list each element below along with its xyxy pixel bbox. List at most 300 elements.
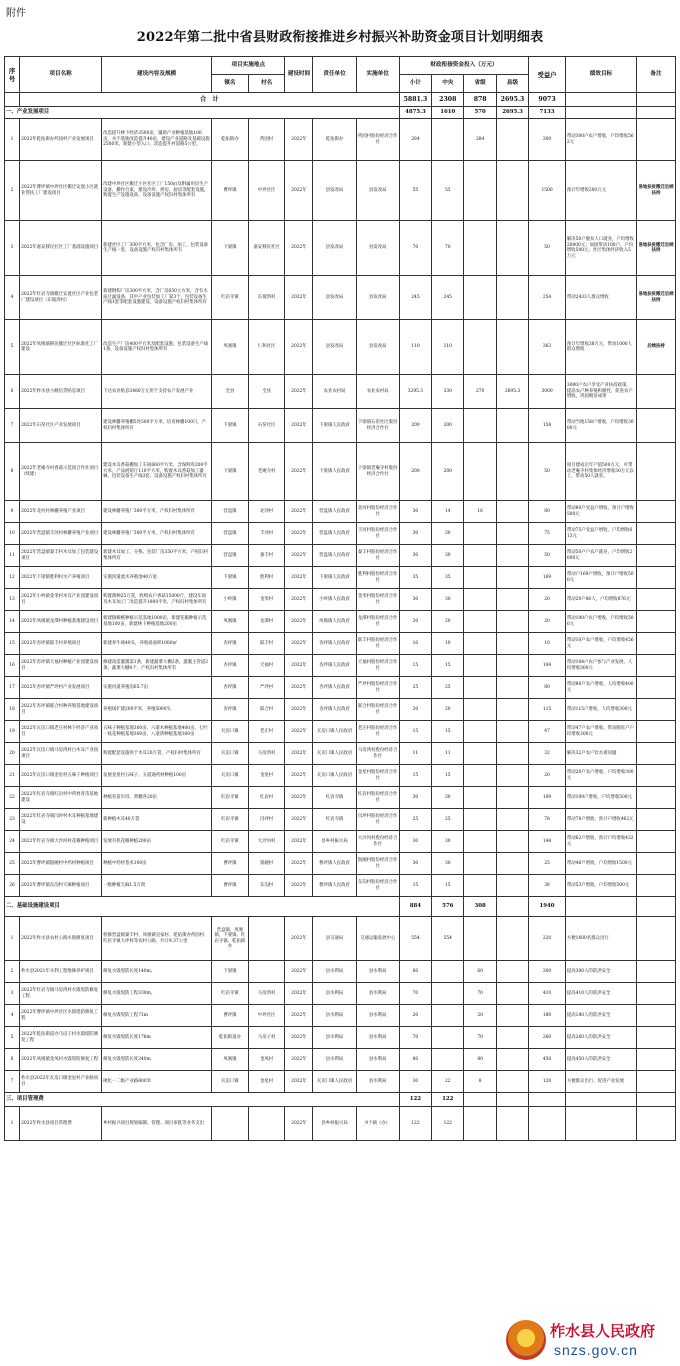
row-resp-unit: 县交通局 <box>313 917 356 961</box>
row-project-name: 2022年曹坪镇中坪社区搬迁安置小区就业帮扶工厂建设项目 <box>20 161 102 221</box>
table-row <box>5 545 676 567</box>
row-subtotal: 80 <box>399 1049 431 1071</box>
row-goal <box>565 1107 636 1141</box>
row-beneficiaries: 410 <box>529 983 566 1005</box>
page-title: 2022年第二批中省县财政衔接推进乡村振兴补助资金项目计划明细表 <box>136 30 544 45</box>
row-province <box>464 1107 496 1141</box>
table-row <box>5 721 676 743</box>
row-goal: 带动10户农户增收，户均增收456元 <box>565 633 636 655</box>
row-central <box>432 119 464 161</box>
row-county <box>496 589 528 611</box>
header-location: 项目实施地点 <box>212 57 285 75</box>
row-seq: 5 <box>5 320 20 375</box>
row-village: 联合村 <box>248 699 285 721</box>
table-row <box>5 501 676 523</box>
row-impl-unit: 秦丰村股份经济合作社 <box>356 545 399 567</box>
row-resp-unit: 县发改局 <box>313 161 356 221</box>
row-goal: 带动50户户农户就业，户均增收2000元 <box>565 545 636 567</box>
header-seq: 序号 <box>5 57 20 93</box>
row-seq: 15 <box>5 633 20 655</box>
row-project-name: 2022年下梁镇胜利村水产养殖项目 <box>20 567 102 589</box>
row-province: 270 <box>464 375 496 409</box>
table-header <box>5 57 676 93</box>
row-county <box>496 699 528 721</box>
row-town: 下梁镇 <box>212 221 249 276</box>
row-remark <box>637 1049 676 1071</box>
row-impl-unit: 红岩村股份经济合作社 <box>356 787 399 809</box>
row-county <box>496 765 528 787</box>
table-row <box>5 917 676 961</box>
table-row <box>5 831 676 853</box>
row-goal: 提高260人的防洪安全 <box>565 1027 636 1049</box>
row-project-name: 2022年柞水县小额信贷贴息项目 <box>20 375 102 409</box>
row-remark <box>637 743 676 765</box>
row-province <box>464 875 496 897</box>
row-resp-unit: 杏坪镇人民政府 <box>313 699 356 721</box>
row-town: 乾佑街道办 <box>212 1027 249 1049</box>
row-period: 2022年 <box>285 221 313 276</box>
row-seq: 4 <box>5 1005 20 1027</box>
row-town: 曹坪镇 <box>212 853 249 875</box>
row-project-name: 2022年凤凰镇移民搬迁社区标准化工厂建设 <box>20 320 102 375</box>
row-impl-unit: 金星村股份经济合作社 <box>356 765 399 787</box>
row-central: 110 <box>432 320 464 375</box>
row-town: 瓦房口镇 <box>212 721 249 743</box>
row-central: 15 <box>432 721 464 743</box>
row-beneficiaries: 38 <box>529 875 566 897</box>
row-content: 硬化一二级产业路800米 <box>102 1071 212 1093</box>
section-goal-cell <box>565 107 636 119</box>
row-central: 25 <box>432 809 464 831</box>
table-row <box>5 221 676 276</box>
row-impl-unit: 严坪村股份经济合作社 <box>356 677 399 699</box>
row-goal: 带动80户受益户增收，预计户增收500元 <box>565 501 636 523</box>
row-subtotal: 60 <box>399 961 431 983</box>
row-county <box>496 677 528 699</box>
row-impl-unit: 大沙河村股份经济合作社 <box>356 831 399 853</box>
row-subtotal: 10 <box>399 633 431 655</box>
row-resp-unit: 瓦房口镇人民政府 <box>313 765 356 787</box>
row-subtotal: 284 <box>399 119 431 161</box>
row-subtotal: 25 <box>399 809 431 831</box>
row-goal: 带动300户农户增收，户均增收562元 <box>565 119 636 161</box>
row-county <box>496 523 528 545</box>
row-subtotal: 20 <box>399 1005 431 1027</box>
row-resp-unit: 县发改局 <box>313 276 356 320</box>
row-remark <box>637 375 676 409</box>
header-goal: 绩效目标 <box>565 57 636 93</box>
row-resp-unit: 曹坪镇人民政府 <box>313 853 356 875</box>
row-beneficiaries: 254 <box>529 276 566 320</box>
row-remark: 易地扶贫搬迁后续扶持 <box>637 276 676 320</box>
row-village: 丰河村 <box>248 523 285 545</box>
row-goal: 带动20户农户增收，户均增收300元 <box>565 765 636 787</box>
row-project-name: 2022年柞水县项目管理费 <box>20 1107 102 1141</box>
row-remark <box>637 1027 676 1049</box>
row-goal: 项目建成后年产值500万元，可带动老庵寺村集体经济增收30万元以上，带动50人就业。 <box>565 443 636 501</box>
row-county <box>496 221 528 276</box>
row-content: 改造生产厂房400平方米及配套设施，包装设备生产线1条，设备设施产权归村集体所有 <box>102 320 212 375</box>
row-seq: 25 <box>5 853 20 875</box>
row-project-name: 2022年杏坪镇严坪村产业发展项目 <box>20 677 102 699</box>
row-village: 严坪村 <box>248 677 285 699</box>
row-resp-unit: 乾佑街办 <box>313 119 356 161</box>
row-seq: 3 <box>5 983 20 1005</box>
row-impl-unit: 药园村股份经济合作社 <box>356 119 399 161</box>
row-content: 改建中坪社区搬迁小区社区工厂150㎡及附属用房生产设备、操作台案，建设冷库、烘房、厨房等配套设施，购置生产设施设备，设备设施产权归村集体所有 <box>102 161 212 221</box>
row-content: 种植中药材苍术100亩 <box>102 853 212 875</box>
row-project-name: 2022年曹坪镇中坪社区水毁堤防修复工程 <box>20 1005 102 1027</box>
section-row <box>5 1093 676 1107</box>
row-province <box>464 221 496 276</box>
watermark-name: 柞水县人民政府 <box>550 1324 656 1340</box>
row-seq: 2 <box>5 961 20 983</box>
row-town: 小岭镇 <box>212 589 249 611</box>
row-goal: 带动46户增收，户均增收1500元 <box>565 853 636 875</box>
row-seq: 1 <box>5 1107 20 1141</box>
section-row <box>5 897 676 917</box>
table-row <box>5 743 676 765</box>
row-period: 2022年 <box>285 1049 313 1071</box>
row-content: 修复水毁堤防长度240m <box>102 1049 212 1071</box>
row-beneficiaries: 1500 <box>529 161 566 221</box>
row-resp-unit: 营盘镇人民政府 <box>313 545 356 567</box>
row-goal: 带动53户增收，户均增收500元 <box>565 875 636 897</box>
row-central: 30 <box>432 831 464 853</box>
table-row <box>5 375 676 409</box>
row-resp-unit: 杏坪镇人民政府 <box>313 633 356 655</box>
table-row <box>5 633 676 655</box>
row-project-name: 2022年红岩寺镇大沙河村花椒种植项目 <box>20 831 102 853</box>
row-content: 新建养牛场40头，养殖场面积1000㎡ <box>102 633 212 655</box>
row-resp-unit: 凤凰镇人民政府 <box>313 611 356 633</box>
row-province <box>464 545 496 567</box>
row-remark <box>637 1005 676 1027</box>
row-impl-unit: 县发改局 <box>356 161 399 221</box>
row-town: 下梁镇 <box>212 961 249 983</box>
row-project-name: 2022年嘉安移民社区工厂基础设施项目 <box>20 221 102 276</box>
row-goal: 解决50户脱贫人口就业，户均增收20000元；间接带动100户，户均增收500元；社区集体经济收入5万元 <box>565 221 636 276</box>
row-central: 22 <box>432 1071 464 1093</box>
row-remark <box>637 1071 676 1093</box>
row-central: 11 <box>432 743 464 765</box>
row-content: 种植育苗贝母、黄精各20亩 <box>102 787 212 809</box>
table-row <box>5 809 676 831</box>
row-central: 55 <box>432 161 464 221</box>
row-impl-unit: 县水利局 <box>356 1005 399 1027</box>
row-village: 秦丰村 <box>248 545 285 567</box>
row-period: 2022年 <box>285 831 313 853</box>
row-county <box>496 655 528 677</box>
header-beneficiaries: 受益户 <box>529 57 566 93</box>
row-province <box>464 443 496 501</box>
row-period: 2022年 <box>285 161 313 221</box>
row-central: 30 <box>432 545 464 567</box>
row-beneficiaries: 20 <box>529 765 566 787</box>
row-village: 金星村 <box>248 1071 285 1093</box>
row-subtotal: 554 <box>399 917 431 961</box>
row-town: 下梁镇 <box>212 443 249 501</box>
row-goal: 解决32户农户饮水难问题 <box>565 743 636 765</box>
row-resp-unit: 红岩寺镇 <box>313 787 356 809</box>
row-goal: 带动47户农户增收，带动脱贫户户均增收300元 <box>565 721 636 743</box>
row-central <box>432 961 464 983</box>
row-central: 330 <box>432 375 464 409</box>
header-funds: 财政衔接资金投入（万元） <box>399 57 528 75</box>
table-row <box>5 677 676 699</box>
row-village: 红岩村 <box>248 787 285 809</box>
row-impl-unit: 县水利局 <box>356 983 399 1005</box>
row-content: 建设林麝养殖棚5处500平方米，培育林麝100只，产权归村集体所有 <box>102 409 212 443</box>
row-county <box>496 1005 528 1027</box>
row-subtotal: 15 <box>399 765 431 787</box>
section-province <box>464 1093 496 1107</box>
row-project-name: 柞水县2022年瓦房口镇金星村产业路项目 <box>20 1071 102 1093</box>
total-remark-cell <box>637 93 676 107</box>
row-content: 修复水毁堤防长度176m <box>102 1027 212 1049</box>
row-county <box>496 611 528 633</box>
row-town: 红岩寺镇 <box>212 983 249 1005</box>
row-resp-unit: 红岩寺镇 <box>313 809 356 831</box>
row-village: 嘉安移民社区 <box>248 221 285 276</box>
row-resp-unit: 县水利局 <box>313 961 356 983</box>
section-label: 二、基础设施建设项目 <box>5 897 400 917</box>
row-village: 中坪社区 <box>248 1005 285 1027</box>
row-subtotal: 20 <box>399 611 431 633</box>
row-resp-unit: 营盘镇人民政府 <box>313 501 356 523</box>
row-central: 15 <box>432 765 464 787</box>
row-village: 金凤村 <box>248 1049 285 1071</box>
row-project-name: 2022年杏坪镇天福村种植产业园建设项目 <box>20 655 102 677</box>
row-village <box>248 917 285 961</box>
row-province: 70 <box>464 1027 496 1049</box>
row-remark <box>637 961 676 983</box>
row-town: 瓦房口镇 <box>212 765 249 787</box>
row-central: 14 <box>432 501 464 523</box>
row-subtotal: 35 <box>399 567 431 589</box>
row-village: 老庵寺村 <box>248 443 285 501</box>
row-town: 凤凰镇 <box>212 1049 249 1071</box>
row-seq: 16 <box>5 655 20 677</box>
row-seq: 6 <box>5 1049 20 1071</box>
section-county: 2695.3 <box>496 107 528 119</box>
row-central: 70 <box>432 221 464 276</box>
row-remark <box>637 589 676 611</box>
row-content: 改造提升林下经济3500亩，辅助产业种植基地100亩，水不基地改造提升40亩，建设产业道路及基础设施2500米，新建小型入口，改造提升村道路5公里。 <box>102 119 212 161</box>
section-province: 570 <box>464 107 496 119</box>
section-remark-cell <box>637 107 676 119</box>
row-beneficiaries: 104 <box>529 655 566 677</box>
row-village: 马房湾村 <box>248 743 285 765</box>
header-province: 省级 <box>464 75 496 93</box>
row-town: 红岩寺镇 <box>212 831 249 853</box>
row-beneficiaries: 50 <box>529 545 566 567</box>
row-county <box>496 276 528 320</box>
row-village: 仁和社区 <box>248 320 285 375</box>
total-label: 合 计 <box>20 93 400 107</box>
row-goal: 带动100户农户增收，户均增收500元 <box>565 611 636 633</box>
row-subtotal: 122 <box>399 1107 431 1141</box>
project-table <box>4 56 676 1141</box>
row-seq: 23 <box>5 809 20 831</box>
table-row <box>5 567 676 589</box>
row-goal: 带动78户增收，预计户增收462元 <box>565 809 636 831</box>
row-period: 2022年 <box>285 677 313 699</box>
section-county <box>496 897 528 917</box>
row-town: 曹坪镇 <box>212 875 249 897</box>
row-central: 35 <box>432 567 464 589</box>
row-period: 2022年 <box>285 765 313 787</box>
row-content: 修复水毁堤防长度140m。 <box>102 961 212 983</box>
row-seq: 22 <box>5 787 20 809</box>
section-province: 308 <box>464 897 496 917</box>
row-goal: 预计年增收38万元，带动1000人群众增收 <box>565 320 636 375</box>
row-seq: 18 <box>5 699 20 721</box>
header-subtotal: 小计 <box>399 75 431 93</box>
total-goal-cell <box>565 93 636 107</box>
row-content: 下达农业贴息3480万元用于支持农户发展产业 <box>102 375 212 409</box>
row-impl-unit: 县发改局 <box>356 221 399 276</box>
row-town: 杏坪镇 <box>212 633 249 655</box>
row-impl-unit: 县水利局 <box>356 1049 399 1071</box>
row-period: 2022年 <box>285 743 313 765</box>
table-row <box>5 655 676 677</box>
row-village: 药园村 <box>248 119 285 161</box>
row-remark <box>637 611 676 633</box>
row-subtotal: 70 <box>399 221 431 276</box>
row-subtotal: 30 <box>399 853 431 875</box>
total-beneficiaries: 9073 <box>529 93 566 107</box>
header-name: 项目名称 <box>20 57 102 93</box>
row-project-name: 2022年杏坪镇联丰村养殖项目 <box>20 633 102 655</box>
row-central: 20 <box>432 611 464 633</box>
row-beneficiaries: 300 <box>529 961 566 983</box>
row-remark <box>637 699 676 721</box>
row-resp-unit: 杏坪镇人民政府 <box>313 655 356 677</box>
table-row <box>5 1005 676 1027</box>
row-town: 红岩寺镇 <box>212 787 249 809</box>
row-content: 五味子种植基地300亩、六道木种植基地400亩、七叶一枝花种植基地300亩，八道湾种植基地300亩 <box>102 721 212 743</box>
row-period: 2022年 <box>285 787 313 809</box>
row-resp-unit: 县水利局 <box>313 983 356 1005</box>
section-subtotal: 122 <box>399 1093 431 1107</box>
row-subtotal: 15 <box>399 721 431 743</box>
row-county <box>496 161 528 221</box>
row-project-name: 2022年乾佑街办药园村产业发展项目 <box>20 119 102 161</box>
row-province <box>464 320 496 375</box>
government-emblem-icon <box>506 1320 546 1360</box>
row-period: 2022年 <box>285 699 313 721</box>
row-subtotal: 55 <box>399 161 431 221</box>
row-village: 银碗村 <box>248 853 285 875</box>
row-remark <box>637 443 676 501</box>
row-town: 乾佑街办 <box>212 119 249 161</box>
section-label: 一、产业发展项目 <box>5 107 400 119</box>
row-village: 马房子村 <box>248 1027 285 1049</box>
row-subtotal: 70 <box>399 1027 431 1049</box>
row-remark <box>637 567 676 589</box>
row-impl-unit: 胜利村股份经济合作社 <box>356 567 399 589</box>
table-row <box>5 699 676 721</box>
table-row <box>5 853 676 875</box>
row-beneficiaries: 80 <box>529 677 566 699</box>
row-beneficiaries: 115 <box>529 699 566 721</box>
row-county <box>496 409 528 443</box>
row-town: 瓦房口镇 <box>212 1071 249 1093</box>
row-resp-unit: 县乡村振兴局 <box>313 831 356 853</box>
row-period: 2022年 <box>285 1107 313 1141</box>
row-subtotal: 30 <box>399 1071 431 1093</box>
row-content: 修建改造灌溉渠1条，新建蔬菜大棚2条，灌溉主管道2条，蔬菜大棚4个，产权归村集体所有 <box>102 655 212 677</box>
row-content: 发展金星村五味子、五道通药材种植100亩 <box>102 765 212 787</box>
row-remark <box>637 831 676 853</box>
row-central: 245 <box>432 276 464 320</box>
table-row <box>5 875 676 897</box>
row-impl-unit: 老庄村股份经济合作社 <box>356 721 399 743</box>
row-goal: 提高450人的防洪安全 <box>565 1049 636 1071</box>
row-project-name: 2022年瓦房口镇马房湾村白木耳产业园项目 <box>20 743 102 765</box>
row-goal: 3000户农户享受产业扶持政策，提高农户种养殖积极性，促进农户增收，巩固脱贫成果 <box>565 375 636 409</box>
row-town: 下梁镇 <box>212 409 249 443</box>
row-resp-unit: 瓦房口镇人民政府 <box>313 721 356 743</box>
row-county <box>496 1049 528 1071</box>
row-subtotal: 20 <box>399 699 431 721</box>
row-province <box>464 161 496 221</box>
row-town: 营盘镇 <box>212 523 249 545</box>
row-beneficiaries: 47 <box>529 721 566 743</box>
row-goal: 带动62户增收，预计户均增收432元 <box>565 831 636 853</box>
row-village <box>248 961 285 983</box>
row-subtotal: 30 <box>399 501 431 523</box>
row-province <box>464 853 496 875</box>
section-remark-cell <box>637 897 676 917</box>
row-impl-unit: 银碗村股份经济合作社 <box>356 853 399 875</box>
table-row <box>5 320 676 375</box>
row-seq: 17 <box>5 677 20 699</box>
row-beneficiaries: 20 <box>529 589 566 611</box>
table-row <box>5 119 676 161</box>
row-content: 乡村振兴项目规划编制、管理、项目审批等业务支出 <box>102 1107 212 1141</box>
section-beneficiaries <box>529 1093 566 1107</box>
table-row <box>5 787 676 809</box>
table-row <box>5 1027 676 1049</box>
row-project-name: 2022年石窑社区产业发展项目 <box>20 409 102 443</box>
row-county <box>496 501 528 523</box>
row-seq: 1 <box>5 917 20 961</box>
row-resp-unit: 瓦房口镇人民政府 <box>313 743 356 765</box>
row-goal: 带动115户增收，人均增收300元 <box>565 699 636 721</box>
row-remark <box>637 787 676 809</box>
row-project-name: 2022年营盘镇秦丰村木耳加工包装建设项目 <box>20 545 102 567</box>
section-beneficiaries: 7133 <box>529 107 566 119</box>
row-central: 10 <box>432 633 464 655</box>
row-village: 闫坪村 <box>248 809 285 831</box>
row-content: 修复水毁堤防工程71m <box>102 1005 212 1027</box>
row-remark: 易地扶贫搬迁后续扶持 <box>637 221 676 276</box>
row-county <box>496 119 528 161</box>
header-village: 村名 <box>248 75 285 93</box>
row-town: 杏坪镇 <box>212 655 249 677</box>
row-town: 杏坪镇 <box>212 677 249 699</box>
row-period: 2022年 <box>285 809 313 831</box>
row-goal: 带动20户86人，户均增收876元 <box>565 589 636 611</box>
row-content: 购置配套设施用于木耳20万袋，产权归村集体所有 <box>102 743 212 765</box>
table-body <box>5 93 676 1141</box>
table-row <box>5 765 676 787</box>
row-project-name: 2022年凤凰镇金凤村水毁堤防修复工程 <box>20 1049 102 1071</box>
row-province <box>464 567 496 589</box>
table-row <box>5 443 676 501</box>
